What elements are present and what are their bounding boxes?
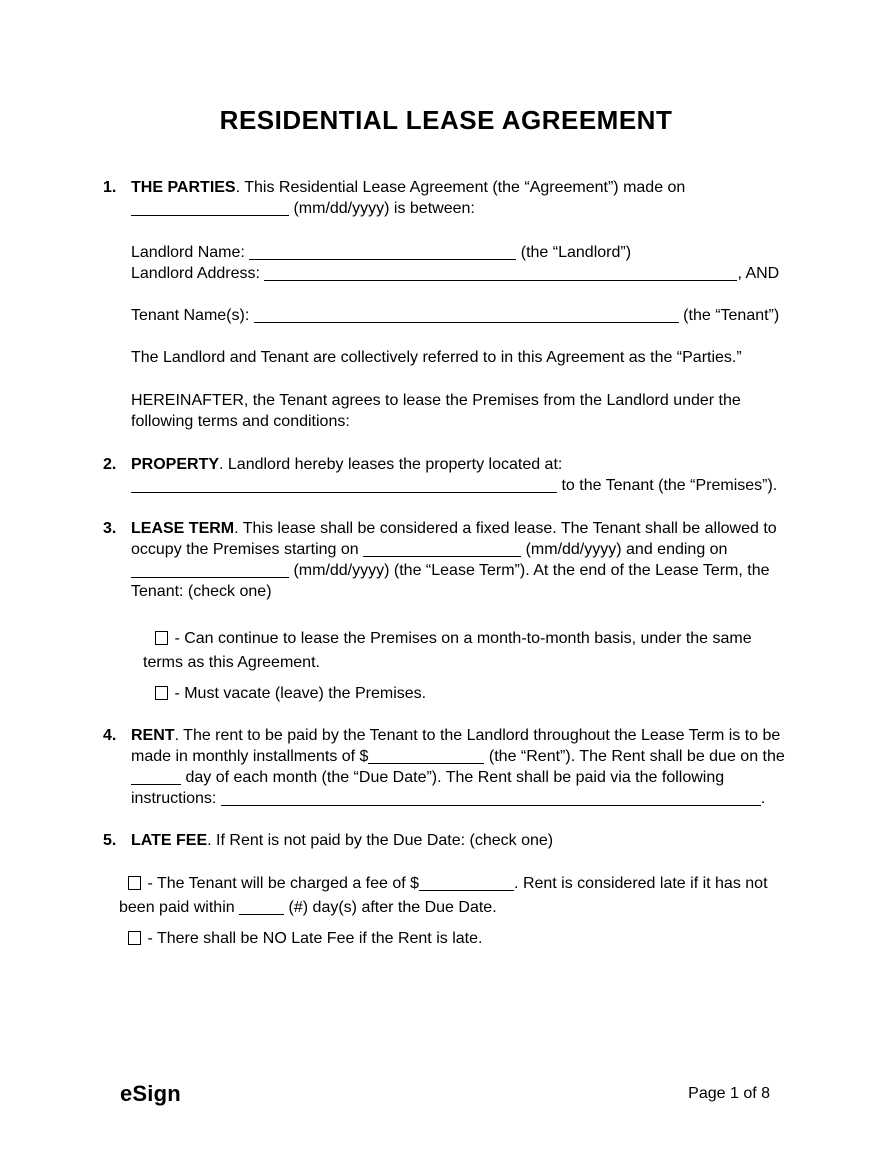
section-3-text-end: (mm/dd/yyyy) (the “Lease Term”). At the end of the Lease Term, the Tenant: (check one)	[131, 562, 770, 600]
section-4-number: 4.	[103, 727, 117, 744]
lease-term-option-renew	[131, 627, 789, 675]
lease-term-option-vacate	[131, 682, 789, 706]
section-1-text: . This Residential Lease Agreement (the “Agreement”) made on	[235, 179, 686, 196]
late-fee-charged-checkbox[interactable]	[128, 876, 141, 890]
tenant-name-line	[131, 305, 789, 326]
late-fee-option-none	[119, 927, 789, 951]
landlord-name-line	[131, 242, 789, 263]
late-fee-charged-label-a: - The Tenant will be charged a fee of $	[147, 875, 420, 892]
property-address-blank[interactable]	[131, 478, 557, 493]
tenant-name-suffix: (the “Tenant”)	[683, 307, 780, 324]
section-4-text-instructions: day of each month (the “Due Date”). The Rent shall be paid via the following instructions:	[131, 769, 725, 807]
lease-term-vacate-checkbox[interactable]	[155, 686, 168, 700]
landlord-address-suffix: , AND	[737, 265, 780, 282]
late-fee-charged-label-b: . Rent is considered late if it has not been paid within	[119, 875, 768, 916]
lease-start-date-blank[interactable]	[363, 542, 521, 557]
section-2-text-after-address: to the Tenant (the “Premises”).	[561, 477, 778, 494]
section-4-heading: RENT	[131, 727, 175, 744]
hereinafter-paragraph: HEREINAFTER, the Tenant agrees to lease the Premises from the Landlord under the following terms and conditions:	[131, 392, 741, 430]
no-late-fee-checkbox[interactable]	[128, 931, 141, 945]
tenant-names-blank[interactable]	[254, 308, 679, 323]
section-4-text-mid: (the “Rent”). The Rent shall be due on the	[488, 748, 785, 765]
section-1-text-after-date: (mm/dd/yyyy) is between:	[293, 200, 475, 217]
lease-term-vacate-label: - Must vacate (leave) the Premises.	[174, 685, 427, 702]
esign-logo: eSign	[120, 1081, 181, 1106]
section-2-heading: PROPERTY	[131, 456, 220, 473]
late-fee-option-charged	[119, 872, 789, 920]
landlord-block	[131, 242, 789, 284]
landlord-name-label: Landlord Name:	[131, 244, 245, 261]
tenant-name-label: Tenant Name(s):	[131, 307, 250, 324]
section-5-text: . If Rent is not paid by the Due Date: (check one)	[207, 832, 554, 849]
section-5-heading: LATE FEE	[131, 832, 208, 849]
parties-note: The Landlord and Tenant are collectively referred to in this Agreement as the “Parties.”	[131, 349, 742, 366]
section-3-heading: LEASE TERM	[131, 520, 235, 537]
page-footer	[0, 1082, 888, 1106]
lease-term-renew-label: - Can continue to lease the Premises on a month-to-month basis, under the same terms as this Agreement.	[143, 630, 752, 671]
page-number: Page 1 of 8	[688, 1085, 770, 1102]
section-4-rent	[103, 725, 789, 809]
lease-term-renew-checkbox[interactable]	[155, 631, 168, 645]
section-2-number: 2.	[103, 456, 117, 473]
section-3-number: 3.	[103, 520, 117, 537]
landlord-name-suffix: (the “Landlord”)	[520, 244, 632, 261]
late-fee-days-blank[interactable]	[239, 900, 284, 915]
section-4-text: . The rent to be paid by the Tenant to the Landlord throughout the Lease Term is to be made in monthly installments of $	[131, 727, 781, 765]
late-fee-amount-blank[interactable]	[419, 876, 514, 891]
landlord-address-line	[131, 263, 789, 284]
section-2-property	[103, 454, 789, 496]
landlord-name-blank[interactable]	[249, 245, 516, 260]
rent-amount-blank[interactable]	[368, 749, 484, 764]
document-title: RESIDENTIAL LEASE AGREEMENT	[219, 105, 673, 135]
section-3-text: . This lease shall be considered a fixed lease. The Tenant shall be allowed to occupy the Premises starting on	[131, 520, 777, 558]
section-5-number: 5.	[103, 832, 117, 849]
section-3-lease-term	[103, 518, 789, 706]
section-5-late-fee	[103, 830, 789, 851]
rent-due-day-blank[interactable]	[131, 770, 181, 785]
section-1-heading: THE PARTIES	[131, 179, 236, 196]
no-late-fee-label: - There shall be NO Late Fee if the Rent is late.	[147, 930, 483, 947]
late-fee-charged-label-c: (#) day(s) after the Due Date.	[288, 899, 497, 916]
section-1-the-parties	[103, 177, 789, 219]
section-3-text-mid: (mm/dd/yyyy) and ending on	[525, 541, 728, 558]
agreement-date-blank[interactable]	[131, 201, 289, 216]
lease-end-date-blank[interactable]	[131, 563, 289, 578]
landlord-address-blank[interactable]	[264, 266, 737, 281]
section-2-text: . Landlord hereby leases the property located at:	[219, 456, 563, 473]
payment-instructions-blank[interactable]	[221, 791, 761, 806]
section-1-number: 1.	[103, 179, 117, 196]
landlord-address-label: Landlord Address:	[131, 265, 260, 282]
section-4-period: .	[760, 790, 766, 807]
